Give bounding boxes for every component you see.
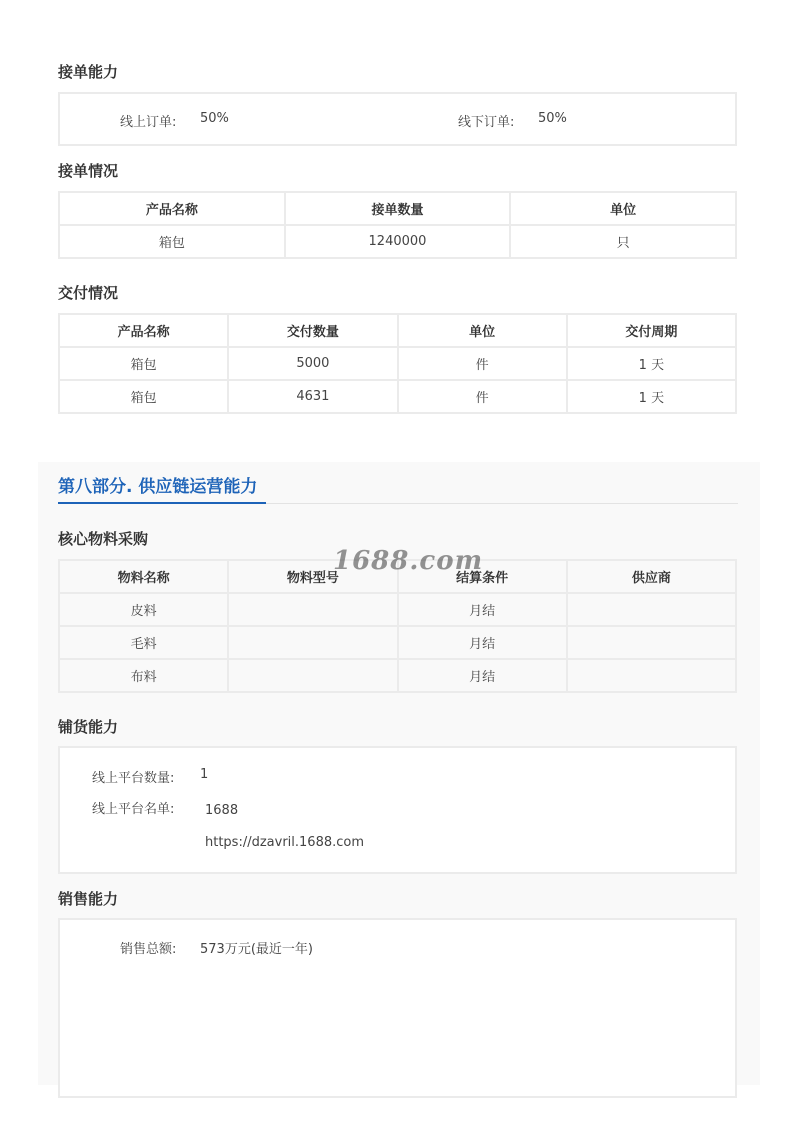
table-cell [567,659,736,692]
distribution-title: 铺货能力 [58,718,119,736]
table-cell [228,659,397,692]
table-header-cell: 交付周期 [567,314,736,347]
table-row [59,225,736,258]
table-cell: 1240000 [285,225,511,258]
table-cell: 5000 [228,347,397,380]
table-row [59,659,736,692]
part8-title: 第八部分. 供应链运营能力 [58,477,258,497]
table-cell [228,626,397,659]
online-order-label: 线上订单: [120,115,177,130]
platform-count-value: 1 [200,767,209,782]
table-cell: 毛料 [59,626,228,659]
table-cell: 箱包 [59,380,228,413]
table-cell: 月结 [398,626,567,659]
order-status-table [58,191,737,259]
order-status-title: 接单情况 [58,162,119,180]
table-header-cell: 接单数量 [285,192,511,225]
table-header-row [59,192,736,225]
order-capacity-box [58,92,737,146]
table-cell [228,593,397,626]
table-cell: 布料 [59,659,228,692]
table-header-cell: 交付数量 [228,314,397,347]
table-header-cell: 物料名称 [59,560,228,593]
table-cell: 1 天 [567,380,736,413]
watermark-1688: 1688.com [333,546,484,576]
table-cell: 月结 [398,659,567,692]
table-cell: 月结 [398,593,567,626]
table-cell: 件 [398,380,567,413]
table-cell: 件 [398,347,567,380]
table-row [59,380,736,413]
sales-title: 销售能力 [58,890,119,908]
table-header-cell: 产品名称 [59,314,228,347]
sales-total-value: 573万元(最近一年) [200,942,313,957]
table-cell: 皮料 [59,593,228,626]
sales-box [58,918,737,1098]
table-header-cell: 单位 [398,314,567,347]
table-cell: 4631 [228,380,397,413]
table-header-cell: 产品名称 [59,192,285,225]
distribution-box [58,746,737,874]
part8-title-underline [58,502,266,504]
platform-count-label: 线上平台数量: [92,771,175,786]
table-cell: 箱包 [59,347,228,380]
table-cell: 箱包 [59,225,285,258]
delivery-status-table [58,313,737,414]
table-cell: 只 [510,225,736,258]
table-header-row [59,314,736,347]
offline-order-label: 线下订单: [458,115,515,130]
offline-order-value: 50% [538,111,567,126]
table-header-cell: 供应商 [567,560,736,593]
table-row [59,626,736,659]
order-capacity-title: 接单能力 [58,63,119,81]
core-materials-table [58,559,737,693]
table-header-cell: 物料型号 [228,560,397,593]
table-header-cell: 结算条件 [398,560,567,593]
platform-list-label: 线上平台名单: [92,802,175,817]
table-row [59,593,736,626]
table-cell [567,593,736,626]
online-order-value: 50% [200,111,229,126]
delivery-status-title: 交付情况 [58,284,119,302]
table-header-cell: 单位 [510,192,736,225]
table-cell: 1 天 [567,347,736,380]
platform-link[interactable]: https://dzavril.1688.com [205,835,365,850]
table-row [59,347,736,380]
core-materials-title: 核心物料采购 [58,530,149,548]
sales-total-label: 销售总额: [120,942,177,957]
platform-item: 1688 [205,803,239,818]
table-cell [567,626,736,659]
